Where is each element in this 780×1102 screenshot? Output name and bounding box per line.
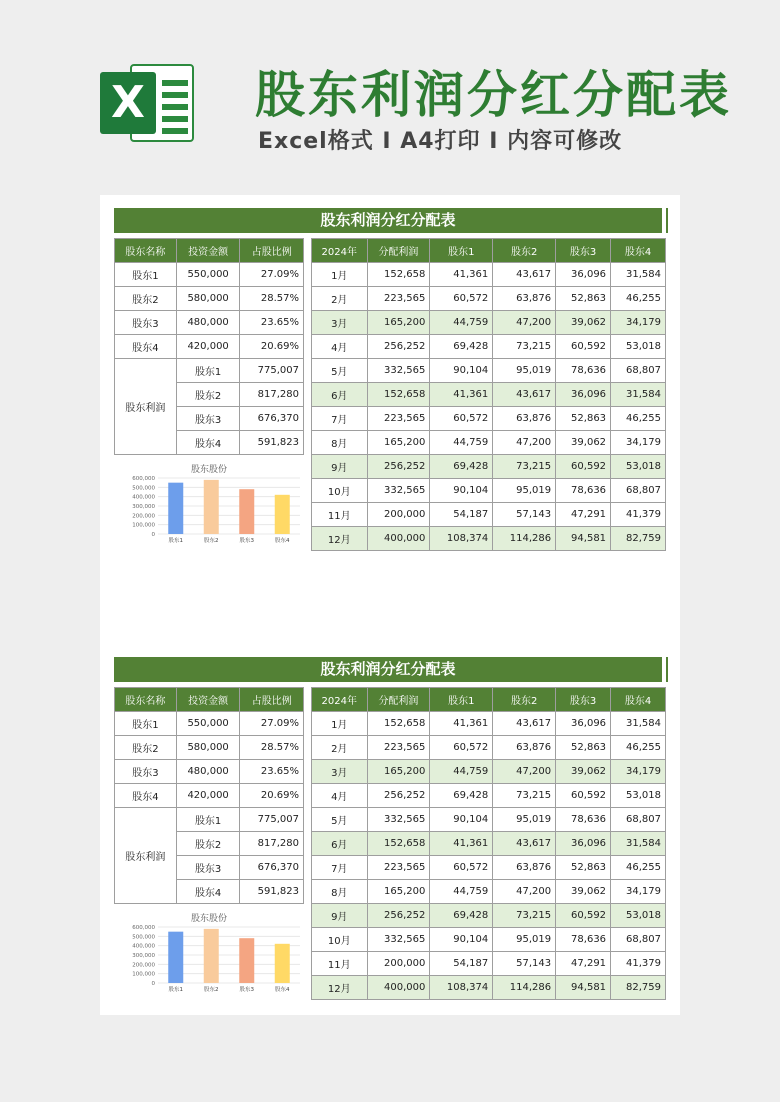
cell-s4: 41,379 — [611, 503, 666, 527]
sheet-title: 股东利润分红分配表 — [114, 657, 666, 682]
investment-amount: 420,000 — [176, 335, 240, 359]
table-row — [312, 455, 666, 479]
cell-total: 200,000 — [367, 503, 430, 527]
cell-s3: 60,592 — [556, 904, 611, 928]
shareholding-chart — [114, 462, 304, 547]
x-tick-label: 股东1 — [168, 987, 183, 993]
y-tick-label: 200,000 — [132, 513, 155, 520]
cell-s4: 68,807 — [611, 479, 666, 503]
page-header — [0, 0, 780, 195]
investment-amount: 550,000 — [176, 712, 240, 736]
cell-s3: 78,636 — [556, 928, 611, 952]
shareholder-name: 股东2 — [176, 383, 240, 407]
investment-amount: 550,000 — [176, 263, 240, 287]
cell-s3: 47,291 — [556, 503, 611, 527]
cell-s4: 46,255 — [611, 856, 666, 880]
cell-s1: 44,759 — [430, 311, 493, 335]
cell-s1: 41,361 — [430, 712, 493, 736]
cell-month: 2月 — [312, 736, 368, 760]
shareholder-name: 股东2 — [115, 287, 177, 311]
cell-s1: 44,759 — [430, 431, 493, 455]
cell-total: 256,252 — [367, 784, 430, 808]
investment-table — [114, 238, 304, 455]
cell-total: 400,000 — [367, 527, 430, 551]
bar — [239, 489, 254, 534]
cell-s1: 60,572 — [430, 287, 493, 311]
share-ratio: 20.69% — [240, 335, 304, 359]
cell-s4: 53,018 — [611, 904, 666, 928]
page-title: 股东利润分红分配表 — [255, 66, 732, 124]
cell-s1: 41,361 — [430, 832, 493, 856]
cell-month: 8月 — [312, 431, 368, 455]
cell-s1: 90,104 — [430, 479, 493, 503]
column-header: 2024年 — [312, 239, 368, 263]
shareholder-name: 股东1 — [115, 712, 177, 736]
cell-s3: 94,581 — [556, 976, 611, 1000]
column-header: 股东2 — [493, 688, 556, 712]
share-ratio: 23.65% — [240, 311, 304, 335]
shareholder-name: 股东1 — [176, 808, 240, 832]
cell-s2: 95,019 — [493, 808, 556, 832]
cell-total: 152,658 — [367, 263, 430, 287]
table-row — [312, 479, 666, 503]
column-header: 股东2 — [493, 239, 556, 263]
cell-s2: 95,019 — [493, 359, 556, 383]
cell-month: 1月 — [312, 263, 368, 287]
y-tick-label: 0 — [151, 532, 155, 538]
column-header: 股东4 — [611, 239, 666, 263]
table-row — [312, 760, 666, 784]
monthly-dividend-table — [311, 238, 666, 551]
cell-total: 165,200 — [367, 431, 430, 455]
bar — [275, 944, 290, 983]
table-row — [115, 712, 304, 736]
page-subtitle: Excel格式 I A4打印 I 内容可修改 — [258, 129, 623, 154]
cell-total: 332,565 — [367, 479, 430, 503]
cell-s2: 73,215 — [493, 455, 556, 479]
cell-s2: 43,617 — [493, 263, 556, 287]
table-row — [312, 712, 666, 736]
bar — [204, 480, 219, 534]
cell-s2: 63,876 — [493, 856, 556, 880]
profit-label: 股东利润 — [115, 808, 177, 904]
cell-s4: 53,018 — [611, 784, 666, 808]
cell-s4: 46,255 — [611, 407, 666, 431]
investment-header-row — [115, 239, 304, 263]
column-header: 分配利润 — [367, 239, 430, 263]
column-header: 2024年 — [312, 688, 368, 712]
cell-s1: 60,572 — [430, 856, 493, 880]
investment-header-row — [115, 688, 304, 712]
table-row — [312, 976, 666, 1000]
cell-s3: 52,863 — [556, 736, 611, 760]
y-tick-label: 0 — [151, 981, 155, 987]
cell-s2: 114,286 — [493, 527, 556, 551]
table-row — [312, 856, 666, 880]
cell-s4: 31,584 — [611, 832, 666, 856]
cell-month: 9月 — [312, 455, 368, 479]
cell-month: 8月 — [312, 880, 368, 904]
y-tick-label: 500,000 — [132, 485, 155, 492]
table-row — [312, 736, 666, 760]
cell-total: 223,565 — [367, 736, 430, 760]
cell-s2: 63,876 — [493, 407, 556, 431]
cell-month: 6月 — [312, 383, 368, 407]
table-row — [312, 407, 666, 431]
table-row — [115, 736, 304, 760]
cell-s2: 73,215 — [493, 784, 556, 808]
cell-month: 7月 — [312, 856, 368, 880]
table-row — [312, 383, 666, 407]
cell-s3: 39,062 — [556, 311, 611, 335]
y-tick-label: 300,000 — [132, 504, 155, 510]
cell-s3: 78,636 — [556, 808, 611, 832]
y-tick-label: 500,000 — [132, 934, 155, 941]
y-tick-label: 600,000 — [132, 925, 155, 931]
cell-s3: 36,096 — [556, 383, 611, 407]
cell-s1: 108,374 — [430, 527, 493, 551]
cell-s2: 47,200 — [493, 760, 556, 784]
cell-s4: 34,179 — [611, 311, 666, 335]
monthly-header-row — [312, 239, 666, 263]
profit-value: 676,370 — [240, 407, 304, 431]
column-header: 股东3 — [556, 239, 611, 263]
y-tick-label: 100,000 — [132, 522, 155, 529]
cell-s2: 47,200 — [493, 311, 556, 335]
column-header: 占股比例 — [240, 688, 304, 712]
investment-amount: 580,000 — [176, 287, 240, 311]
cell-s2: 95,019 — [493, 928, 556, 952]
share-ratio: 23.65% — [240, 760, 304, 784]
share-ratio: 27.09% — [240, 712, 304, 736]
cell-month: 4月 — [312, 784, 368, 808]
shareholder-name: 股东2 — [115, 736, 177, 760]
table-row — [115, 808, 304, 832]
cell-s2: 57,143 — [493, 952, 556, 976]
table-row — [115, 784, 304, 808]
profit-value: 591,823 — [240, 431, 304, 455]
cell-s2: 43,617 — [493, 712, 556, 736]
cell-s4: 82,759 — [611, 527, 666, 551]
cell-s1: 69,428 — [430, 335, 493, 359]
cell-s2: 73,215 — [493, 335, 556, 359]
cell-s1: 69,428 — [430, 904, 493, 928]
sheet-title: 股东利润分红分配表 — [114, 208, 666, 233]
table-row — [115, 760, 304, 784]
shareholder-name: 股东3 — [115, 311, 177, 335]
table-row — [115, 311, 304, 335]
profit-value: 817,280 — [240, 832, 304, 856]
cell-month: 11月 — [312, 952, 368, 976]
cell-total: 165,200 — [367, 311, 430, 335]
x-tick-label: 股东3 — [239, 987, 254, 993]
cell-s4: 82,759 — [611, 976, 666, 1000]
shareholder-name: 股东2 — [176, 832, 240, 856]
bar — [168, 483, 183, 534]
table-row — [312, 880, 666, 904]
table-row — [312, 311, 666, 335]
cell-month: 7月 — [312, 407, 368, 431]
table-row — [115, 263, 304, 287]
cell-s1: 54,187 — [430, 952, 493, 976]
cell-month: 12月 — [312, 976, 368, 1000]
cell-month: 11月 — [312, 503, 368, 527]
cell-total: 152,658 — [367, 712, 430, 736]
cell-month: 2月 — [312, 287, 368, 311]
cell-s1: 44,759 — [430, 760, 493, 784]
cell-s4: 34,179 — [611, 431, 666, 455]
shareholder-name: 股东1 — [176, 359, 240, 383]
cell-s4: 46,255 — [611, 287, 666, 311]
profit-value: 591,823 — [240, 880, 304, 904]
y-tick-label: 300,000 — [132, 953, 155, 959]
y-tick-label: 400,000 — [132, 943, 155, 950]
cell-month: 4月 — [312, 335, 368, 359]
table-row — [312, 431, 666, 455]
cell-month: 6月 — [312, 832, 368, 856]
share-ratio: 28.57% — [240, 736, 304, 760]
cell-total: 332,565 — [367, 359, 430, 383]
shareholding-chart — [114, 911, 304, 996]
table-row — [312, 263, 666, 287]
table-row — [115, 287, 304, 311]
cell-s4: 53,018 — [611, 455, 666, 479]
column-header: 投资金额 — [176, 688, 240, 712]
share-ratio: 28.57% — [240, 287, 304, 311]
x-tick-label: 股东4 — [275, 538, 290, 544]
cell-month: 5月 — [312, 359, 368, 383]
profit-value: 775,007 — [240, 359, 304, 383]
cell-s1: 108,374 — [430, 976, 493, 1000]
table-row — [312, 503, 666, 527]
cell-s2: 43,617 — [493, 383, 556, 407]
table-row — [312, 832, 666, 856]
cell-s2: 47,200 — [493, 880, 556, 904]
cell-s1: 60,572 — [430, 736, 493, 760]
x-tick-label: 股东2 — [204, 538, 219, 544]
shareholder-name: 股东3 — [115, 760, 177, 784]
cell-s3: 52,863 — [556, 407, 611, 431]
cell-s4: 41,379 — [611, 952, 666, 976]
cell-s4: 46,255 — [611, 736, 666, 760]
cell-total: 256,252 — [367, 455, 430, 479]
cell-s4: 68,807 — [611, 808, 666, 832]
investment-amount: 420,000 — [176, 784, 240, 808]
column-header: 股东3 — [556, 688, 611, 712]
column-header: 投资金额 — [176, 239, 240, 263]
table-row — [312, 952, 666, 976]
cell-s4: 68,807 — [611, 928, 666, 952]
table-row — [115, 335, 304, 359]
cell-s3: 60,592 — [556, 784, 611, 808]
cell-total: 332,565 — [367, 808, 430, 832]
y-tick-label: 100,000 — [132, 971, 155, 978]
shareholder-name: 股东3 — [176, 407, 240, 431]
cell-s1: 54,187 — [430, 503, 493, 527]
cell-s3: 94,581 — [556, 527, 611, 551]
cell-s1: 90,104 — [430, 808, 493, 832]
column-header: 股东4 — [611, 688, 666, 712]
cell-month: 3月 — [312, 760, 368, 784]
table-row — [312, 808, 666, 832]
cell-s3: 47,291 — [556, 952, 611, 976]
cell-s2: 114,286 — [493, 976, 556, 1000]
cell-total: 223,565 — [367, 407, 430, 431]
x-tick-label: 股东4 — [275, 987, 290, 993]
excel-logo-icon — [100, 58, 200, 148]
table-row — [312, 527, 666, 551]
cell-s3: 52,863 — [556, 287, 611, 311]
cell-s4: 68,807 — [611, 359, 666, 383]
chart-title: 股东股份 — [190, 914, 227, 924]
cell-s4: 31,584 — [611, 712, 666, 736]
cell-s1: 44,759 — [430, 880, 493, 904]
excel-logo-letter: X — [100, 72, 156, 134]
cell-s2: 63,876 — [493, 287, 556, 311]
cell-s4: 31,584 — [611, 383, 666, 407]
shareholder-name: 股东4 — [115, 335, 177, 359]
monthly-dividend-table — [311, 687, 666, 1000]
cell-month: 1月 — [312, 712, 368, 736]
cell-month: 5月 — [312, 808, 368, 832]
cell-s1: 60,572 — [430, 407, 493, 431]
cell-total: 165,200 — [367, 880, 430, 904]
cell-total: 332,565 — [367, 928, 430, 952]
table-row — [312, 784, 666, 808]
share-ratio: 27.09% — [240, 263, 304, 287]
table-row — [312, 928, 666, 952]
bar — [275, 495, 290, 534]
cell-s4: 34,179 — [611, 760, 666, 784]
share-ratio: 20.69% — [240, 784, 304, 808]
cell-s3: 52,863 — [556, 856, 611, 880]
cell-s4: 34,179 — [611, 880, 666, 904]
cell-total: 256,252 — [367, 904, 430, 928]
cell-s3: 36,096 — [556, 263, 611, 287]
cell-s2: 43,617 — [493, 832, 556, 856]
investment-amount: 480,000 — [176, 311, 240, 335]
cell-s4: 53,018 — [611, 335, 666, 359]
column-header: 股东1 — [430, 239, 493, 263]
cell-total: 200,000 — [367, 952, 430, 976]
monthly-header-row — [312, 688, 666, 712]
table-row — [312, 904, 666, 928]
cell-s3: 60,592 — [556, 455, 611, 479]
cell-s2: 95,019 — [493, 479, 556, 503]
cell-s1: 90,104 — [430, 928, 493, 952]
shareholder-name: 股东4 — [176, 431, 240, 455]
shareholder-name: 股东3 — [176, 856, 240, 880]
cell-total: 165,200 — [367, 760, 430, 784]
cell-s4: 31,584 — [611, 263, 666, 287]
cell-s3: 78,636 — [556, 479, 611, 503]
shareholder-name: 股东1 — [115, 263, 177, 287]
x-tick-label: 股东1 — [168, 538, 183, 544]
cell-s1: 90,104 — [430, 359, 493, 383]
x-tick-label: 股东3 — [239, 538, 254, 544]
investment-table — [114, 687, 304, 904]
cell-month: 12月 — [312, 527, 368, 551]
chart-title: 股东股份 — [190, 465, 227, 475]
cell-s3: 36,096 — [556, 832, 611, 856]
cell-s3: 36,096 — [556, 712, 611, 736]
cell-s3: 60,592 — [556, 335, 611, 359]
cell-month: 10月 — [312, 928, 368, 952]
table-row — [115, 359, 304, 383]
cell-s2: 47,200 — [493, 431, 556, 455]
cell-total: 223,565 — [367, 856, 430, 880]
column-header: 股东1 — [430, 688, 493, 712]
cell-s3: 39,062 — [556, 760, 611, 784]
cell-total: 152,658 — [367, 832, 430, 856]
bar — [168, 932, 183, 983]
shareholder-name: 股东4 — [176, 880, 240, 904]
profit-value: 775,007 — [240, 808, 304, 832]
cell-s1: 41,361 — [430, 263, 493, 287]
cell-total: 152,658 — [367, 383, 430, 407]
cell-total: 400,000 — [367, 976, 430, 1000]
cell-total: 256,252 — [367, 335, 430, 359]
cell-s1: 69,428 — [430, 455, 493, 479]
cell-total: 223,565 — [367, 287, 430, 311]
cell-s1: 69,428 — [430, 784, 493, 808]
cell-month: 10月 — [312, 479, 368, 503]
column-header: 占股比例 — [240, 239, 304, 263]
column-header: 股东名称 — [115, 688, 177, 712]
cell-s2: 63,876 — [493, 736, 556, 760]
investment-amount: 480,000 — [176, 760, 240, 784]
profit-value: 817,280 — [240, 383, 304, 407]
investment-amount: 580,000 — [176, 736, 240, 760]
table-row — [312, 287, 666, 311]
cell-s3: 39,062 — [556, 431, 611, 455]
cell-s2: 73,215 — [493, 904, 556, 928]
cell-s3: 78,636 — [556, 359, 611, 383]
bar — [204, 929, 219, 983]
cell-month: 9月 — [312, 904, 368, 928]
profit-label: 股东利润 — [115, 359, 177, 455]
y-tick-label: 400,000 — [132, 494, 155, 501]
bar — [239, 938, 254, 983]
profit-value: 676,370 — [240, 856, 304, 880]
column-header: 股东名称 — [115, 239, 177, 263]
column-header: 分配利润 — [367, 688, 430, 712]
cell-s2: 57,143 — [493, 503, 556, 527]
shareholder-name: 股东4 — [115, 784, 177, 808]
cell-s3: 39,062 — [556, 880, 611, 904]
y-tick-label: 200,000 — [132, 962, 155, 969]
cell-s1: 41,361 — [430, 383, 493, 407]
table-row — [312, 335, 666, 359]
table-row — [312, 359, 666, 383]
y-tick-label: 600,000 — [132, 476, 155, 482]
cell-month: 3月 — [312, 311, 368, 335]
sheet-paper — [100, 195, 680, 1015]
x-tick-label: 股东2 — [204, 987, 219, 993]
